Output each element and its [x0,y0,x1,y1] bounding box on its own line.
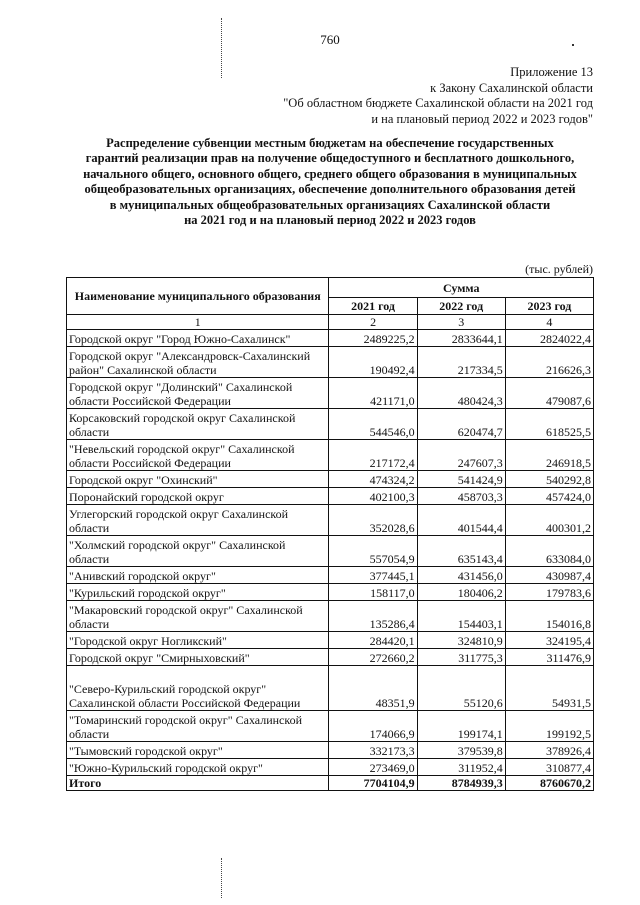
value-2022: 635143,4 [417,536,505,567]
municipality-name: Городской округ "Город Южно-Сахалинск" [67,330,329,347]
value-2022: 458703,3 [417,488,505,505]
value-2023: 216626,3 [505,347,593,378]
value-2023: 54931,5 [505,666,593,711]
table-row [67,536,594,567]
table-row [67,347,594,378]
header-sum: Сумма [329,278,594,298]
value-2021: 557054,9 [329,536,417,567]
municipality-name: "Курильский городской округ" [67,584,329,601]
municipality-name: "Южно-Курильский городской округ" [67,759,329,776]
value-2023: 633084,0 [505,536,593,567]
value-2022: 311952,4 [417,759,505,776]
value-2022: 217334,5 [417,347,505,378]
table-row [67,711,594,742]
municipality-name: Углегорский городской округ Сахалинской области [67,505,329,536]
municipality-name: "Макаровский городской округ" Сахалинской области [67,601,329,632]
value-2023: 618525,5 [505,409,593,440]
value-2021: 158117,0 [329,584,417,601]
scan-speck [572,44,574,46]
table-row [67,601,594,632]
value-2023: 199192,5 [505,711,593,742]
value-2022: 480424,3 [417,378,505,409]
page-number: 760 [320,32,340,47]
value-2021: 48351,9 [329,666,417,711]
value-2021: 135286,4 [329,601,417,632]
total-2022: 8784939,3 [417,776,505,791]
value-2021: 352028,6 [329,505,417,536]
units-label: (тыс. рублей) [525,262,593,276]
title-line: начального общего, основного общего, среднего общего образования в муниципальных [83,166,577,181]
municipality-name: "Северо-Курильский городской округ" Сахалинской области Российской Федерации [67,666,329,711]
value-2021: 284420,1 [329,632,417,649]
value-2021: 474324,2 [329,471,417,488]
value-2022: 180406,2 [417,584,505,601]
municipality-name: "Томаринский городской округ" Сахалинской области [67,711,329,742]
value-2021: 2489225,2 [329,330,417,347]
municipality-name: Городской округ "Смирныховский" [67,649,329,666]
total-2021: 7704104,9 [329,776,417,791]
value-2021: 402100,3 [329,488,417,505]
municipality-name: "Тымовский городской округ" [67,742,329,759]
title-line: гарантий реализации прав на получение общедоступного и бесплатного дошкольного, [85,151,575,166]
header-year-2021: 2021 год [329,298,417,315]
municipality-name: Городской округ "Долинский" Сахалинской области Российской Федерации [67,378,329,409]
value-2023: 324195,4 [505,632,593,649]
municipality-name: "Городской округ Ногликский" [67,632,329,649]
value-2023: 479087,6 [505,378,593,409]
value-2021: 273469,0 [329,759,417,776]
total-label: Итого [67,776,329,791]
municipality-name: Городской округ "Александровск-Сахалинский район" Сахалинской области [67,347,329,378]
value-2022: 401544,4 [417,505,505,536]
municipality-name: "Анивский городской округ" [67,567,329,584]
scan-mark [221,18,222,78]
table-row [67,649,594,666]
table-row [67,666,594,711]
municipality-name: "Холмский городской округ" Сахалинской области [67,536,329,567]
appendix-line: и на плановый период 2022 и 2023 годов" [371,111,593,126]
column-number: 4 [505,315,593,330]
column-number: 1 [67,315,329,330]
appendix-block [283,65,593,127]
value-2022: 247607,3 [417,440,505,471]
municipality-name: Городской округ "Охинский" [67,471,329,488]
value-2023: 540292,8 [505,471,593,488]
value-2023: 2824022,4 [505,330,593,347]
value-2023: 311476,9 [505,649,593,666]
table-row [67,759,594,776]
value-2021: 544546,0 [329,409,417,440]
municipality-name: "Невельский городской округ" Сахалинской области Российской Федерации [67,440,329,471]
value-2022: 311775,3 [417,649,505,666]
header-year-2023: 2023 год [505,298,593,315]
value-2021: 174066,9 [329,711,417,742]
total-2023: 8760670,2 [505,776,593,791]
value-2021: 272660,2 [329,649,417,666]
value-2023: 154016,8 [505,601,593,632]
table-body [67,330,594,776]
value-2022: 324810,9 [417,632,505,649]
value-2021: 190492,4 [329,347,417,378]
value-2023: 400301,2 [505,505,593,536]
table-row [67,471,594,488]
total-row [67,776,594,791]
table-row [67,567,594,584]
table-row [67,330,594,347]
table-row [67,505,594,536]
document-title [60,136,600,228]
column-number: 3 [417,315,505,330]
value-2022: 620474,7 [417,409,505,440]
title-line: в муниципальных общеобразовательных организациях Сахалинской области [109,197,551,212]
scan-mark [221,858,222,898]
value-2023: 378926,4 [505,742,593,759]
value-2023: 430987,4 [505,567,593,584]
title-line: общеобразовательных организациях, обеспечение дополнительного образования детей [84,182,576,197]
appendix-line: "Об областном бюджете Сахалинской области на 2021 год [283,96,593,110]
title-line: Распределение субвенции местным бюджетам на обеспечение государственных [106,136,554,150]
value-2023: 310877,4 [505,759,593,776]
value-2022: 431456,0 [417,567,505,584]
budget-table [66,277,594,791]
table-row [67,632,594,649]
value-2021: 421171,0 [329,378,417,409]
value-2021: 332173,3 [329,742,417,759]
value-2023: 246918,5 [505,440,593,471]
value-2023: 179783,6 [505,584,593,601]
value-2021: 217172,4 [329,440,417,471]
value-2023: 457424,0 [505,488,593,505]
value-2022: 199174,1 [417,711,505,742]
municipality-name: Корсаковский городской округ Сахалинской области [67,409,329,440]
value-2022: 541424,9 [417,471,505,488]
table-row [67,440,594,471]
appendix-line: Приложение 13 [510,65,593,79]
appendix-line: к Закону Сахалинской области [430,80,593,95]
table-row [67,488,594,505]
title-line: на 2021 год и на плановый период 2022 и 2023 годов [184,213,476,228]
header-name: Наименование муниципального образования [67,278,329,315]
table-row [67,378,594,409]
value-2022: 55120,6 [417,666,505,711]
column-number: 2 [329,315,417,330]
value-2022: 379539,8 [417,742,505,759]
table-row [67,742,594,759]
table-row [67,409,594,440]
header-year-2022: 2022 год [417,298,505,315]
value-2021: 377445,1 [329,567,417,584]
table-row [67,584,594,601]
municipality-name: Поронайский городской округ [67,488,329,505]
value-2022: 154403,1 [417,601,505,632]
value-2022: 2833644,1 [417,330,505,347]
